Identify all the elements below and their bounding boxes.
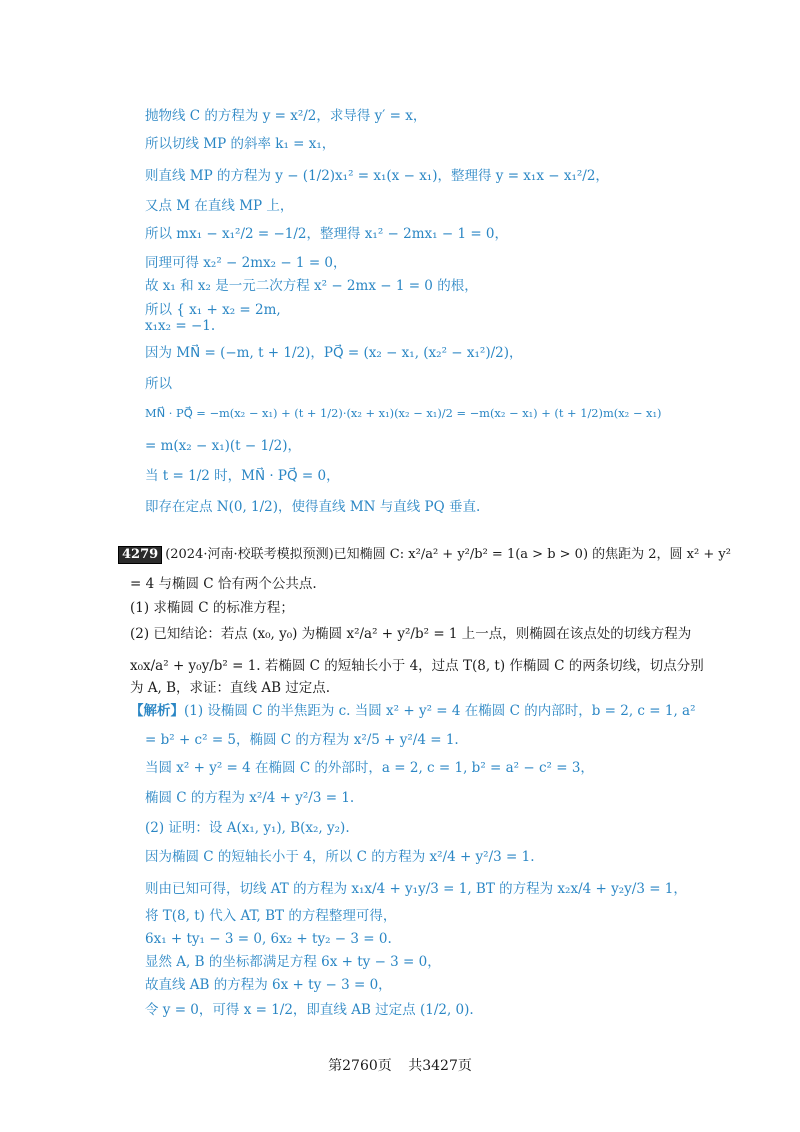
analysis-tag: 【解析】 bbox=[130, 703, 184, 719]
problem-line: 为 A, B，求证：直线 AB 过定点. bbox=[130, 680, 331, 696]
problem-line bbox=[118, 545, 731, 565]
analysis-line bbox=[130, 701, 696, 721]
solution-line: 所以 bbox=[145, 376, 172, 392]
analysis-line: 当圆 x² + y² = 4 在椭圆 C 的外部时，a = 2, c = 1, b² = a² − c² = 3， bbox=[145, 760, 594, 776]
solution-line: MN⃗ · PQ⃗ = −m(x₂ − x₁) + (t + 1/2)·(x₂ + x₁)(x₂ − x₁)/2 = −m(x₂ − x₁) + (t + 1/2)m(x₂ − x₁) bbox=[145, 406, 662, 420]
solution-line: = m(x₂ − x₁)(t − 1/2)， bbox=[145, 438, 301, 454]
analysis-line: 显然 A, B 的坐标都满足方程 6x + ty − 3 = 0， bbox=[145, 954, 441, 970]
solution-line: 即存在定点 N(0, 1/2)，使得直线 MN 与直线 PQ 垂直. bbox=[145, 499, 481, 515]
problem-line: (1) 求椭圆 C 的标准方程； bbox=[130, 600, 294, 616]
problem-line: = 4 与椭圆 C 恰有两个公共点. bbox=[130, 576, 317, 592]
problem-line: x₀x/a² + y₀y/b² = 1. 若椭圆 C 的短轴长小于 4，过点 T(8, t) 作椭圆 C 的两条切线，切点分别 bbox=[130, 658, 704, 674]
solution-line: 抛物线 C 的方程为 y = x²/2，求导得 y′ = x， bbox=[145, 108, 427, 124]
solution-line: 因为 MN⃗ = (−m, t + 1/2)，PQ⃗ = (x₂ − x₁, (x₂² − x₁²)/2)， bbox=[145, 345, 523, 361]
problem-line: (2) 已知结论：若点 (x₀, y₀) 为椭圆 x²/a² + y²/b² = 1 上一点，则椭圆在该点处的切线方程为 bbox=[130, 626, 692, 642]
solution-line: 又点 M 在直线 MP 上， bbox=[145, 198, 294, 214]
analysis-line: 令 y = 0，可得 x = 1/2，即直线 AB 过定点 (1/2, 0). bbox=[145, 1002, 474, 1018]
analysis-text: (1) 设椭圆 C 的半焦距为 c. 当圆 x² + y² = 4 在椭圆 C 的内部时，b = 2, c = 1, a² bbox=[184, 703, 696, 719]
problem-number-badge: 4279 bbox=[118, 546, 162, 564]
problem-text: (2024·河南·校联考模拟预测)已知椭圆 C: x²/a² + y²/b² = 1(a > b > 0) 的焦距为 2，圆 x² + y² bbox=[165, 547, 731, 562]
solution-line: 同理可得 x₂² − 2mx₂ − 1 = 0， bbox=[145, 255, 347, 271]
page-total: 共3427页 bbox=[408, 1058, 472, 1074]
solution-line: 当 t = 1/2 时，MN⃗ · PQ⃗ = 0， bbox=[145, 468, 340, 484]
solution-line: 所以 { x₁ + x₂ = 2m, bbox=[145, 302, 281, 318]
analysis-line: (2) 证明：设 A(x₁, y₁), B(x₂, y₂). bbox=[145, 820, 350, 836]
analysis-line: 故直线 AB 的方程为 6x + ty − 3 = 0， bbox=[145, 977, 392, 993]
page-footer bbox=[0, 1055, 800, 1075]
analysis-line: 则由已知可得，切线 AT 的方程为 x₁x/4 + y₁y/3 = 1, BT 的方程为 x₂x/4 + y₂y/3 = 1， bbox=[145, 881, 687, 897]
solution-line: 所以 mx₁ − x₁²/2 = −1/2，整理得 x₁² − 2mx₁ − 1 = 0， bbox=[145, 226, 509, 242]
solution-line: 则直线 MP 的方程为 y − (1/2)x₁² = x₁(x − x₁)，整理得 y = x₁x − x₁²/2， bbox=[145, 168, 609, 184]
analysis-line: 椭圆 C 的方程为 x²/4 + y²/3 = 1. bbox=[145, 790, 355, 806]
solution-line: 故 x₁ 和 x₂ 是一元二次方程 x² − 2mx − 1 = 0 的根， bbox=[145, 278, 478, 294]
analysis-line: 将 T(8, t) 代入 AT, BT 的方程整理可得， bbox=[145, 908, 397, 924]
solution-line: 所以切线 MP 的斜率 k₁ = x₁， bbox=[145, 136, 336, 152]
solution-line: x₁x₂ = −1. bbox=[145, 318, 216, 334]
analysis-line: 6x₁ + ty₁ − 3 = 0, 6x₂ + ty₂ − 3 = 0. bbox=[145, 931, 392, 947]
analysis-line: = b² + c² = 5，椭圆 C 的方程为 x²/5 + y²/4 = 1. bbox=[145, 732, 459, 748]
analysis-line: 因为椭圆 C 的短轴长小于 4，所以 C 的方程为 x²/4 + y²/3 = 1. bbox=[145, 849, 535, 865]
page-number: 第2760页 bbox=[328, 1058, 392, 1074]
